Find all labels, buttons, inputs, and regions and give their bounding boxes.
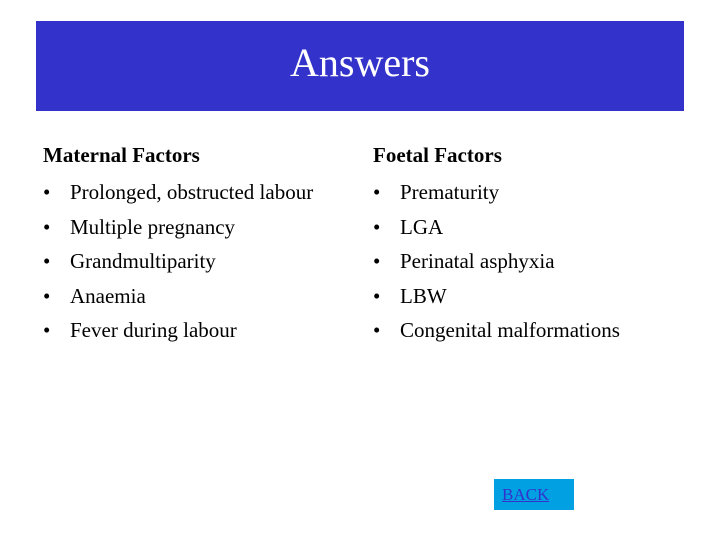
title-bar [36, 21, 684, 111]
list-item [373, 313, 693, 348]
list-item [43, 210, 363, 245]
bullet-icon: • [43, 180, 51, 204]
list-item [373, 244, 693, 279]
list-item-label: Multiple pregnancy [70, 214, 236, 239]
slide-title: Answers [290, 40, 430, 85]
list-item-label: Congenital malformations [400, 318, 620, 342]
list-item-label: Grandmultiparity [70, 249, 216, 273]
bullet-icon: • [373, 249, 381, 273]
list-item-label: Perinatal asphyxia [400, 249, 555, 273]
bullet-icon: • [373, 283, 381, 308]
list-item-label: Anaemia [70, 283, 146, 308]
list-item [43, 175, 363, 210]
bullet-icon: • [43, 318, 51, 342]
list-item-label: Prolonged, obstructed labour [70, 180, 314, 204]
bullet-icon: • [373, 180, 381, 204]
list-item [373, 210, 693, 245]
back-button[interactable]: BACK [494, 479, 574, 510]
list-item [43, 244, 363, 279]
bullet-icon: • [373, 214, 381, 239]
foetal-factors-column [373, 141, 693, 348]
foetal-factors-list [373, 175, 693, 348]
bullet-icon: • [43, 283, 51, 308]
maternal-factors-list [43, 175, 363, 348]
bullet-icon: • [43, 249, 51, 273]
foetal-factors-heading: Foetal Factors [373, 143, 502, 167]
list-item-label: LBW [400, 283, 447, 308]
list-item-label: Fever during labour [70, 318, 237, 342]
maternal-factors-column [43, 141, 363, 348]
list-item [373, 279, 693, 314]
list-item-label: LGA [400, 214, 444, 239]
list-item [373, 175, 693, 210]
bullet-icon: • [43, 214, 51, 239]
list-item [43, 313, 363, 348]
list-item [43, 279, 363, 314]
bullet-icon: • [373, 318, 381, 342]
maternal-factors-heading: Maternal Factors [43, 143, 200, 167]
list-item-label: Prematurity [400, 180, 500, 204]
